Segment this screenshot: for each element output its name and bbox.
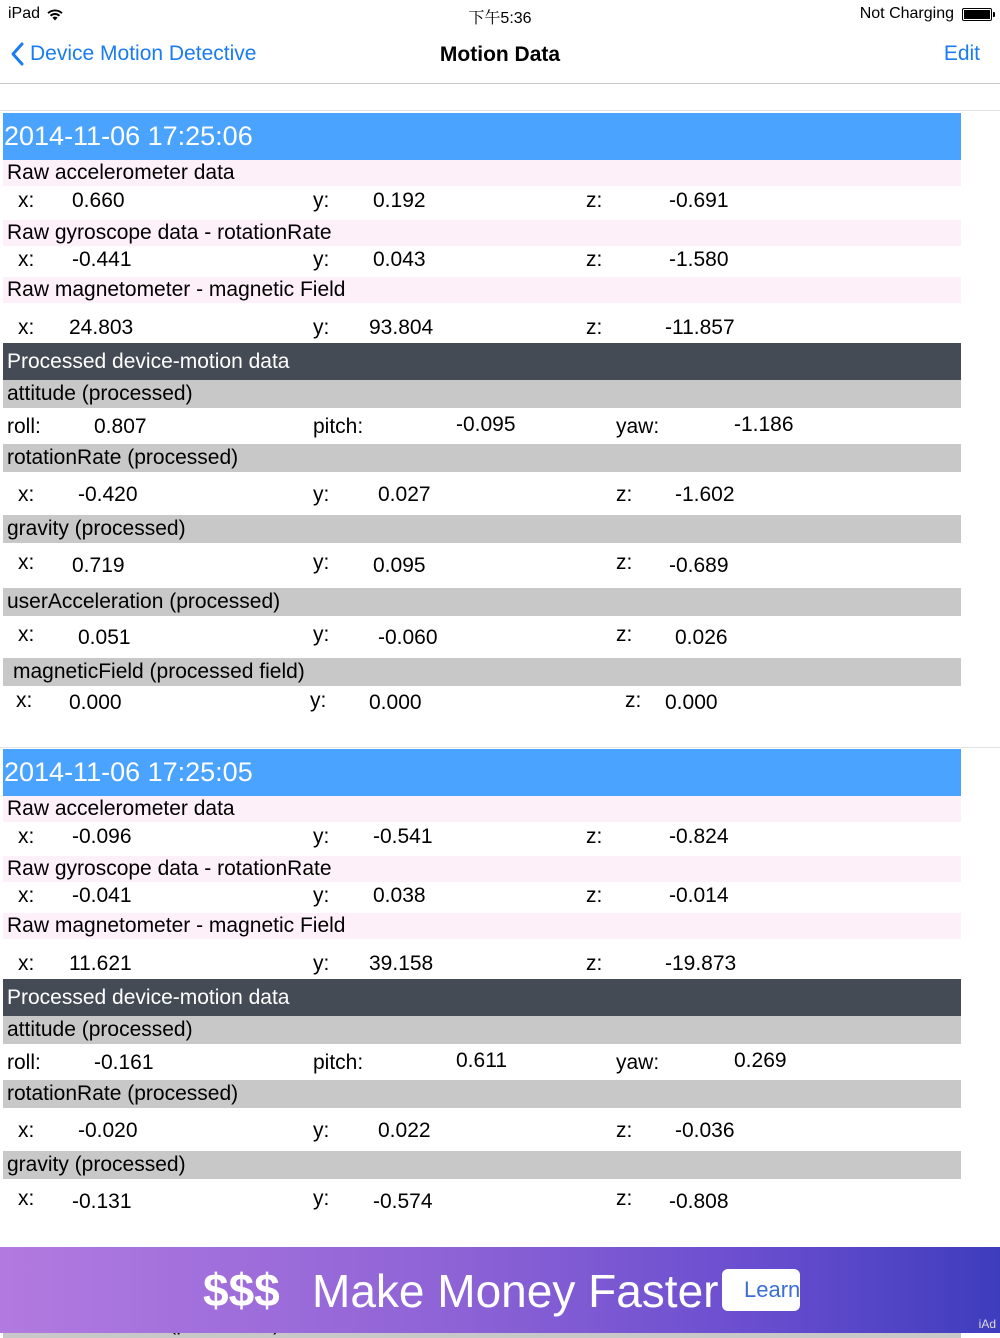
y-value: 0.022: [378, 1119, 431, 1142]
charging-status: Not Charging: [859, 5, 954, 22]
ad-banner[interactable]: [0, 1247, 1000, 1333]
y-label: y:: [313, 483, 330, 506]
x-value: -0.131: [72, 1190, 132, 1213]
x-label: x:: [18, 483, 35, 506]
x-value: -0.096: [72, 825, 132, 848]
x-label: x:: [18, 623, 35, 646]
z-label: z:: [616, 551, 633, 574]
pitch-value: -0.095: [456, 413, 516, 436]
navigation-bar: [0, 28, 1000, 84]
x-label: x:: [18, 1119, 35, 1142]
y-label: y:: [313, 189, 330, 212]
y-label: y:: [313, 1119, 330, 1142]
yaw-label: yaw:: [616, 415, 660, 438]
edit-button[interactable]: Edit: [943, 42, 980, 65]
y-label: y:: [313, 248, 330, 271]
z-value: -0.691: [669, 189, 729, 212]
z-label: z:: [616, 1119, 633, 1142]
rotation-rate-values: [0, 1119, 1000, 1147]
x-label: x:: [16, 689, 33, 712]
z-value: -1.602: [675, 483, 735, 506]
attitude-header: attitude (processed): [3, 1016, 961, 1044]
device-label: iPad: [8, 5, 41, 22]
z-value: -19.873: [665, 952, 737, 975]
y-value: 0.000: [369, 691, 422, 714]
x-value: -0.441: [72, 248, 132, 271]
x-label: x:: [18, 316, 35, 339]
gravity-header: gravity (processed): [3, 1151, 961, 1179]
z-value: -0.824: [669, 825, 729, 848]
magnetic-field-values: [0, 691, 1000, 719]
processed-data-header: Processed device-motion data: [3, 343, 961, 380]
gravity-values: [0, 1187, 1000, 1218]
z-label: z:: [586, 248, 603, 271]
y-value: 0.095: [373, 554, 426, 577]
ad-headline: Make Money Faster: [312, 1265, 719, 1317]
y-value: 0.027: [378, 483, 431, 506]
rotation-rate-values: [0, 483, 1000, 511]
y-label: y:: [313, 884, 330, 907]
y-label: y:: [313, 551, 330, 574]
y-label: y:: [313, 316, 330, 339]
x-label: x:: [18, 825, 35, 848]
processed-data-header: Processed device-motion data: [3, 979, 961, 1016]
z-value: -11.857: [665, 316, 735, 339]
rotation-rate-header: rotationRate (processed): [3, 444, 961, 472]
x-label: x:: [18, 1187, 35, 1210]
y-label: y:: [313, 952, 330, 975]
back-button-label: Device Motion Detective: [30, 42, 257, 65]
z-label: z:: [586, 189, 603, 212]
yaw-value: -1.186: [734, 413, 794, 436]
x-label: x:: [18, 551, 35, 574]
yaw-value: 0.269: [734, 1049, 787, 1072]
y-value: -0.574: [373, 1190, 433, 1213]
x-label: x:: [18, 248, 35, 271]
record-timestamp: 2014-11-06 17:25:05: [3, 749, 961, 796]
raw-magnetometer-header: Raw magnetometer - magnetic Field: [3, 913, 961, 939]
magnetic-field-header: magneticField (processed field): [3, 658, 961, 686]
attitude-values: [0, 415, 1000, 443]
yaw-label: yaw:: [616, 1051, 660, 1074]
cell-separator: [0, 110, 1000, 111]
raw-accelerometer-values: [0, 825, 1000, 853]
x-label: x:: [18, 189, 35, 212]
raw-gyroscope-header: Raw gyroscope data - rotationRate: [3, 220, 961, 246]
x-value: 0.051: [78, 626, 131, 649]
y-label: y:: [313, 1187, 330, 1210]
z-label: z:: [586, 316, 603, 339]
pitch-label: pitch:: [313, 415, 364, 438]
raw-magnetometer-values: [0, 952, 1000, 980]
user-acceleration-values: [0, 623, 1000, 654]
iad-logo: iAd: [978, 1317, 996, 1331]
z-label: z:: [616, 623, 633, 646]
clock: 下午5:36: [468, 10, 532, 27]
x-label: x:: [18, 884, 35, 907]
y-value: -0.060: [378, 626, 438, 649]
z-label: z:: [586, 952, 603, 975]
battery-icon: [962, 8, 992, 21]
z-value: -1.580: [669, 248, 729, 271]
y-value: 0.038: [373, 884, 426, 907]
z-value: 0.026: [675, 626, 728, 649]
z-value: -0.014: [669, 884, 729, 907]
motion-record-cell[interactable]: [0, 749, 1000, 1249]
ad-learn-button[interactable]: Learn: [722, 1269, 800, 1311]
roll-label: roll:: [7, 415, 41, 438]
ad-money-symbol: $$$: [203, 1264, 280, 1316]
raw-accelerometer-values: [0, 189, 1000, 217]
x-value: 24.803: [69, 316, 134, 339]
x-value: -0.041: [72, 884, 132, 907]
x-value: -0.420: [78, 483, 138, 506]
raw-magnetometer-values: [0, 316, 1000, 344]
y-label: y:: [310, 689, 327, 712]
z-label: z:: [625, 689, 642, 712]
roll-label: roll:: [7, 1051, 41, 1074]
y-value: -0.541: [373, 825, 433, 848]
user-acceleration-header: userAcceleration (processed): [3, 588, 961, 616]
status-bar: [0, 0, 1000, 28]
page-title: Motion Data: [439, 43, 561, 66]
x-value: 0.719: [72, 554, 125, 577]
x-value: 11.621: [69, 952, 132, 975]
gravity-values: [0, 551, 1000, 582]
x-label: x:: [18, 952, 35, 975]
y-value: 39.158: [369, 952, 434, 975]
y-value: 0.043: [373, 248, 426, 271]
roll-value: -0.161: [94, 1051, 154, 1074]
z-value: -0.689: [669, 554, 729, 577]
raw-accelerometer-header: Raw accelerometer data: [3, 160, 961, 186]
z-label: z:: [586, 825, 603, 848]
raw-gyroscope-values: [0, 884, 1000, 912]
raw-accelerometer-header: Raw accelerometer data: [3, 796, 961, 822]
pitch-label: pitch:: [313, 1051, 364, 1074]
x-value: 0.660: [72, 189, 125, 212]
y-value: 93.804: [369, 316, 434, 339]
roll-value: 0.807: [94, 415, 147, 438]
gravity-header: gravity (processed): [3, 515, 961, 543]
record-timestamp: 2014-11-06 17:25:06: [3, 113, 961, 160]
y-label: y:: [313, 825, 330, 848]
attitude-header: attitude (processed): [3, 380, 961, 408]
attitude-values: [0, 1051, 1000, 1079]
rotation-rate-header: rotationRate (processed): [3, 1080, 961, 1108]
raw-magnetometer-header: Raw magnetometer - magnetic Field: [3, 277, 961, 303]
x-value: -0.020: [78, 1119, 138, 1142]
z-value: -0.808: [669, 1190, 729, 1213]
y-label: y:: [313, 623, 330, 646]
raw-gyroscope-header: Raw gyroscope data - rotationRate: [3, 856, 961, 882]
z-label: z:: [616, 483, 633, 506]
motion-data-table[interactable]: [0, 85, 1000, 1247]
raw-gyroscope-values: [0, 248, 1000, 276]
cell-separator: [0, 747, 1000, 748]
z-label: z:: [586, 884, 603, 907]
motion-record-cell[interactable]: [0, 113, 1000, 747]
x-value: 0.000: [69, 691, 122, 714]
y-value: 0.192: [373, 189, 426, 212]
z-label: z:: [616, 1187, 633, 1210]
z-value: -0.036: [675, 1119, 735, 1142]
z-value: 0.000: [665, 691, 718, 714]
pitch-value: 0.611: [456, 1049, 507, 1072]
